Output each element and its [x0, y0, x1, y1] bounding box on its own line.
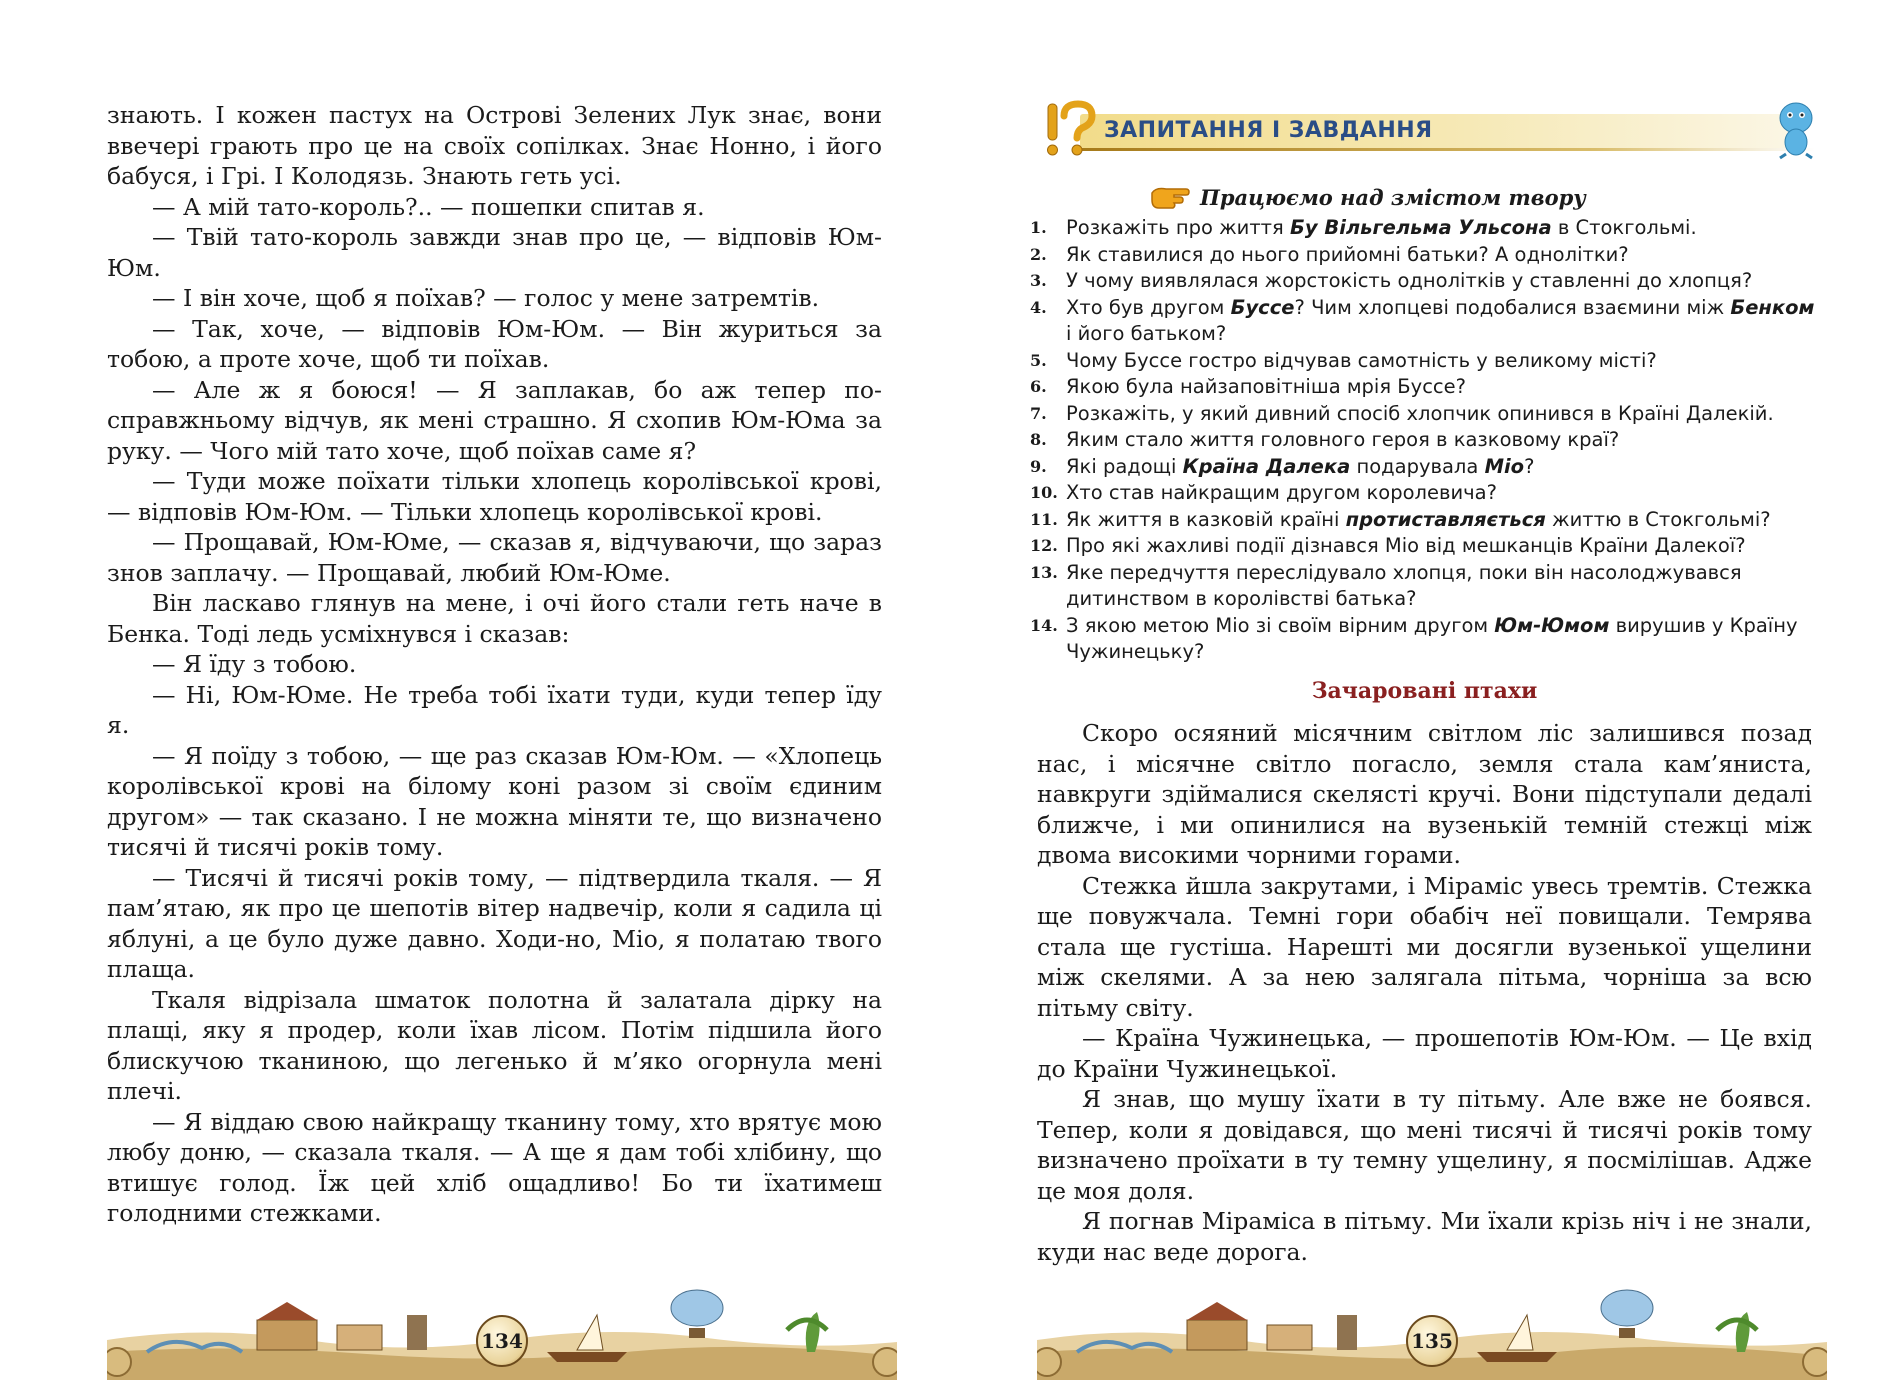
- question-number: 9.: [1030, 456, 1047, 476]
- left-footer-decoration: [107, 1280, 897, 1380]
- text-run: Як ставилися до нього прийомні батьки? А однолітки?: [1066, 242, 1629, 266]
- header-title: ЗАПИТАННЯ І ЗАВДАННЯ: [1104, 118, 1433, 143]
- question-text: [1066, 242, 1820, 269]
- page-number: 134: [476, 1315, 528, 1367]
- question-text: [1066, 427, 1820, 454]
- text-run: в Стокгольмі.: [1551, 216, 1697, 239]
- text-run: З якою метою Міо зі своїм вірним другом: [1066, 613, 1495, 637]
- questions-header: [1040, 96, 1810, 160]
- questions-list: [1030, 215, 1820, 666]
- text-run: Які радощі: [1066, 454, 1183, 478]
- question-text: [1066, 295, 1820, 348]
- question-number: 3.: [1030, 271, 1047, 290]
- question-item: [1030, 242, 1820, 269]
- question-text: [1066, 480, 1820, 507]
- mascot-icon: [1772, 96, 1820, 160]
- question-item: [1030, 507, 1820, 534]
- story-title: Зачаровані птахи: [1311, 678, 1538, 704]
- text-run: ?: [1524, 454, 1535, 478]
- question-item: [1030, 480, 1820, 507]
- text-run: Якою була найзаповітніша мрія Буссе?: [1066, 375, 1466, 398]
- question-item: [1030, 454, 1820, 481]
- question-text: [1066, 613, 1820, 666]
- emphasized-term: протиставляється: [1345, 507, 1546, 531]
- subsection-heading: [1150, 181, 1586, 213]
- text-run: Розкажіть про життя: [1066, 216, 1290, 239]
- question-number: 7.: [1030, 403, 1047, 423]
- question-number: 12.: [1030, 536, 1058, 555]
- question-text: [1066, 374, 1820, 401]
- question-number: 14.: [1030, 615, 1058, 635]
- paragraph: Стежка йшла закрутами, і Міраміс увесь тремтів. Стежка ще повужчала. Темні гори обабіч неї повищали. Темрява стала ще густіша. Нарешті ми досягли вузенької ущелини між скелями. А за нею залягала пітьма, чорніша за всю пітьму світу.: [1037, 871, 1812, 1022]
- text-run: Хто був другом: [1066, 295, 1231, 319]
- emphasized-term: Бу Вільгельма Ульсона: [1289, 216, 1552, 239]
- question-item: [1030, 374, 1820, 401]
- right-page-text: [1037, 718, 1812, 1267]
- paragraph: — Країна Чужинецька, — прошепотів Юм-Юм. — Це вхід до Країни Чужинецької.: [1037, 1024, 1812, 1083]
- paragraph: — Я поїду з тобою, — ще раз сказав Юм-Юм. — «Хлопець королівської крові на білому коні разом зі своїм єдиним другом» — так сказано. І не можна міняти те, що визначено тисячі й тисячі років тому.: [107, 741, 882, 861]
- pointing-hand-icon: [1150, 185, 1190, 209]
- text-run: Чому Буссе гостро відчував самотність у великому місті?: [1066, 348, 1657, 372]
- exclamation-question-icon: [1040, 100, 1096, 158]
- subsection-title: Працюємо над змістом твору: [1200, 184, 1586, 210]
- question-item: [1030, 427, 1820, 454]
- text-run: вирушив у Країну Чужинецьку?: [1066, 613, 1798, 663]
- text-run: ? Чим хлопцеві подобалися взаємини між: [1294, 295, 1731, 319]
- paragraph: — Туди може поїхати тільки хлопець королівської крові, — відповів Юм-Юм. — Тільки хлопець королівської крові.: [107, 467, 882, 526]
- question-number: 6.: [1030, 377, 1047, 396]
- paragraph: Я знав, що мушу їхати в ту пітьму. Але вже не боявся. Тепер, коли я довідався, що мені тисячі й тисячі років тому визначено проїхати в ту темну ущелину, я посмілішав. Адже це моя доля.: [1037, 1085, 1812, 1205]
- text-run: Хто став найкращим другом королевича?: [1066, 481, 1497, 504]
- paragraph: Я погнав Міраміса в пітьму. Ми їхали крізь ніч і не знали, куди нас веде дорога.: [1037, 1207, 1812, 1266]
- question-number: 5.: [1030, 350, 1047, 370]
- question-text: [1066, 454, 1820, 481]
- paragraph: — Прощавай, Юм-Юме, — сказав я, відчуваючи, що зараз знов заплачу. — Прощавай, любий Юм-Юме.: [107, 528, 882, 587]
- question-number: 10.: [1030, 483, 1058, 502]
- page-number: 135: [1406, 1315, 1458, 1367]
- question-text: [1066, 401, 1820, 428]
- text-run: У чому виявлялася жорстокість однолітків у ставленні до хлопця?: [1066, 269, 1753, 292]
- question-number: 1.: [1030, 218, 1047, 237]
- paragraph: — Твій тато-король завжди знав про це, — відповів Юм-Юм.: [107, 223, 882, 282]
- text-run: Розкажіть, у який дивний спосіб хлопчик опинився в Країні Далекій.: [1066, 401, 1774, 425]
- question-text: [1066, 560, 1820, 613]
- question-text: [1066, 507, 1820, 534]
- question-text: [1066, 533, 1820, 560]
- question-number: 4.: [1030, 297, 1047, 317]
- paragraph: — Ні, Юм-Юме. Не треба тобі їхати туди, куди тепер їду я.: [107, 680, 882, 739]
- text-run: Яким стало життя головного героя в казковому краї?: [1066, 428, 1620, 451]
- question-item: [1030, 613, 1820, 666]
- emphasized-term: Міо: [1484, 454, 1525, 478]
- paragraph: — Так, хоче, — відповів Юм-Юм. — Він журиться за тобою, а проте хоче, щоб ти поїхав.: [107, 314, 882, 373]
- paragraph: знають. І кожен пастух на Острові Зелених Лук знає, вони ввечері грають про це на своїх сопілках. Знає Нонно, і його бабуся, і Грі. І Колодязь. Знають геть усі.: [107, 101, 882, 190]
- text-run: життю в Стокгольмі?: [1545, 507, 1771, 531]
- question-number: 13.: [1030, 562, 1058, 582]
- paragraph: — Але ж я боюся! — Я заплакав, бо аж тепер по-справжньому відчув, як мені страшно. Я схопив Юм-Юма за руку. — Чого мій тато хоче, щоб поїхав саме я?: [107, 375, 882, 465]
- paragraph: Він ласкаво глянув на мене, і очі його стали геть наче в Бенка. Тоді ледь усміхнувся і сказав:: [107, 589, 882, 648]
- text-run: Як життя в казковій країні: [1066, 507, 1346, 531]
- paragraph: — А мій тато-король?.. — пошепки спитав я.: [152, 192, 705, 221]
- question-item: [1030, 560, 1820, 613]
- question-text: [1066, 268, 1820, 295]
- text-run: Про які жахливі події дізнався Міо від мешканців Країни Далекої?: [1066, 534, 1746, 557]
- question-item: [1030, 533, 1820, 560]
- question-item: [1030, 268, 1820, 295]
- question-item: [1030, 215, 1820, 242]
- question-number: 8.: [1030, 430, 1047, 449]
- emphasized-term: Бенком: [1730, 295, 1815, 319]
- paragraph: — Тисячі й тисячі років тому, — підтвердила ткаля. — Я пам’ятаю, як про це шепотів вітер надвечір, коли я садила ці яблуні, а це було дуже давно. Ходи-но, Міо, я полатаю твого плаща.: [107, 863, 882, 983]
- paragraph: — І він хоче, щоб я поїхав? — голос у мене затремтів.: [152, 284, 820, 312]
- text-run: Яке передчуття переслідувало хлопця, поки він насолоджувався дитинством в королівстві батька?: [1066, 560, 1742, 610]
- question-item: [1030, 348, 1820, 375]
- emphasized-term: Буссе: [1230, 295, 1295, 319]
- emphasized-term: Країна Далека: [1182, 454, 1351, 478]
- question-number: 11.: [1030, 509, 1058, 529]
- left-page-text: [107, 100, 882, 1229]
- question-text: [1066, 348, 1820, 375]
- question-item: [1030, 295, 1820, 348]
- text-run: і його батьком?: [1066, 322, 1227, 345]
- question-item: [1030, 401, 1820, 428]
- right-footer-decoration: [1037, 1280, 1827, 1380]
- paragraph: Скоро осяяний місячним світлом ліс залишився позад нас, і місячне світло погасло, земля стала кам’яниста, навкруги здіймалися скелясті кручі. Вони підступали дедалі ближче, і ми опинилися на вузенькій темній стежці між двома високими чорними горами.: [1037, 719, 1812, 869]
- paragraph: — Я віддаю свою найкращу тканину тому, хто врятує мою любу доню, — сказала ткаля. — А ще я дам тобі хлібину, що втишує голод. Їж цей хліб ощадливо! Бо ти їхатимеш голодними стежками.: [107, 1107, 882, 1227]
- paragraph: — Я їду з тобою.: [152, 650, 357, 678]
- question-text: [1066, 215, 1820, 242]
- question-number: 2.: [1030, 244, 1047, 264]
- header-underline: [1080, 148, 1815, 151]
- text-run: подарувала: [1350, 454, 1485, 478]
- paragraph: Ткаля відрізала шматок полотна й залатала дірку на плащі, яку я продер, коли їхав лісом. Потім підшила його блискучою тканиною, що легенько й м’яко огорнула мені плечі.: [107, 985, 882, 1105]
- emphasized-term: Юм-Юмом: [1494, 613, 1610, 637]
